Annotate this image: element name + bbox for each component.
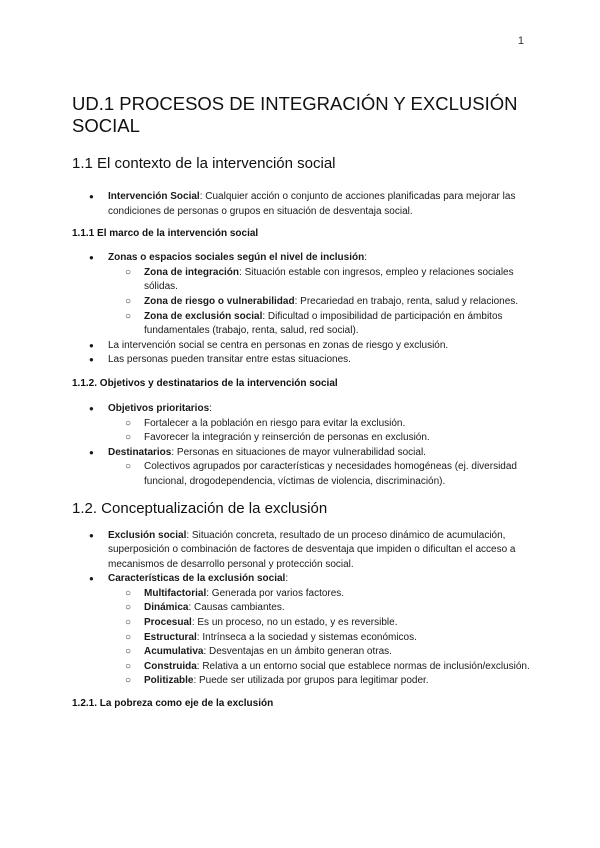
term-procesual: Procesual <box>144 617 192 629</box>
list-item <box>72 251 530 339</box>
bullet-circle-icon: ○ <box>125 646 132 658</box>
term-zonas-sociales: Zonas o espacios sociales según el nivel de inclusión <box>108 252 365 264</box>
bullet-disc-icon: ● <box>89 192 94 201</box>
definition-text: : Causas cambiantes. <box>188 602 285 614</box>
definition-text: : <box>285 573 289 585</box>
list-item <box>72 353 530 368</box>
bullet-circle-icon: ○ <box>125 310 132 322</box>
definition-text: : Precariedad en trabajo, renta, salud y relaciones. <box>294 295 519 307</box>
bullet-circle-icon: ○ <box>125 266 132 278</box>
definition-text: : Es un proceso, no un estado, y es reversible. <box>191 617 398 629</box>
list-text: La intervención social se centra en personas en zonas de riesgo y exclusión. <box>108 339 449 351</box>
term-destinatarios: Destinatarios <box>108 446 172 458</box>
sublist-destinatarios <box>108 460 530 489</box>
list-item <box>72 446 530 490</box>
term-zona-exclusion: Zona de exclusión social <box>144 310 263 322</box>
definition-text: : Situación concreta, resultado de un proceso dinámico de acumulación, superposición o combinación de factores de desventaja que impiden o dificultan el acceso a mecanismos de desarrollo personal y protección social. <box>108 529 516 570</box>
term-zona-riesgo: Zona de riesgo o vulnerabilidad <box>144 295 295 307</box>
sublist-item <box>108 460 530 489</box>
list-item <box>72 402 530 446</box>
sublist-item <box>108 660 530 675</box>
section-1-1-1-list <box>72 251 530 368</box>
term-acumulativa: Acumulativa <box>144 646 204 658</box>
sublist-item <box>108 631 530 646</box>
term-caracteristicas: Características de la exclusión social <box>108 573 286 585</box>
bullet-circle-icon: ○ <box>125 617 132 629</box>
term-intervencion-social: Intervención Social <box>108 191 200 202</box>
bullet-disc-icon: ● <box>89 574 94 584</box>
section-1-1-heading: 1.1 El contexto de la intervención social <box>72 155 336 172</box>
bullet-disc-icon: ● <box>89 530 94 540</box>
bullet-disc-icon: ● <box>89 340 94 350</box>
sublist-item <box>108 266 530 295</box>
list-item <box>72 190 530 219</box>
sublist-item <box>108 645 530 660</box>
list-item <box>72 529 530 573</box>
definition-text: : Situación estable con ingresos, empleo y relaciones sociales sólidas. <box>144 266 514 293</box>
sublist-item <box>108 310 530 339</box>
section-1-2-list <box>72 529 530 690</box>
bullet-disc-icon: ● <box>89 403 94 413</box>
sublist-item <box>108 616 530 631</box>
definition-text: : Generada por varios factores. <box>206 587 345 599</box>
sublist-item <box>108 295 530 310</box>
definition-text: : Dificultad o imposibilidad de participación en ámbitos fundamentales (trabajo, renta, salud, red social). <box>144 310 503 337</box>
sublist-item <box>108 674 530 689</box>
term-construida: Construida <box>144 660 197 672</box>
term-politizable: Politizable <box>144 675 194 687</box>
list-text: Las personas pueden transitar entre estas situaciones. <box>108 354 351 366</box>
term-objetivos: Objetivos prioritarios <box>108 402 210 414</box>
bullet-disc-icon: ● <box>89 447 94 457</box>
list-text: Fortalecer a la población en riesgo para evitar la exclusión. <box>144 417 406 429</box>
list-text: Favorecer la integración y reinserción de personas en exclusión. <box>144 432 430 444</box>
bullet-circle-icon: ○ <box>125 675 132 687</box>
bullet-circle-icon: ○ <box>125 631 132 643</box>
sublist-item <box>108 431 530 446</box>
section-1-1-list <box>72 190 530 219</box>
term-dinamica: Dinámica <box>144 602 189 614</box>
page-number: 1 <box>517 35 524 47</box>
term-zona-integracion: Zona de integración <box>144 266 240 278</box>
sublist-item <box>108 417 530 432</box>
list-text: Colectivos agrupados por características y necesidades homogéneas (ej. diversidad funcional, drogodependencia, víctimas de violencia, discriminación). <box>144 461 517 487</box>
bullet-disc-icon: ● <box>89 253 94 263</box>
sublist-zonas <box>108 266 530 339</box>
sublist-item <box>108 587 530 602</box>
bullet-circle-icon: ○ <box>125 295 132 307</box>
definition-text: : Personas en situaciones de mayor vulnerabilidad social. <box>171 446 426 458</box>
definition-text: : <box>364 252 367 264</box>
sublist-objetivos <box>108 417 530 446</box>
term-exclusion-social: Exclusión social <box>108 529 187 541</box>
definition-text: : Cualquier acción o conjunto de acciones planificadas para mejorar las condiciones de personas o grupos en situación de desventaja social. <box>108 191 516 217</box>
section-1-1-2-heading: 1.1.2. Objetivos y destinatarios de la intervención social <box>72 377 338 389</box>
document-title: UD.1 PROCESOS DE INTEGRACIÓN Y EXCLUSIÓN SOCIAL <box>72 93 518 136</box>
sublist-caracteristicas <box>108 587 530 689</box>
bullet-circle-icon: ○ <box>125 461 132 473</box>
term-estructural: Estructural <box>144 631 197 643</box>
bullet-circle-icon: ○ <box>125 602 132 614</box>
term-multifactorial: Multifactorial <box>144 587 207 599</box>
section-1-1-1-heading: 1.1.1 El marco de la intervención social <box>72 228 259 240</box>
definition-text: : Desventajas en un ámbito generan otras. <box>203 646 392 658</box>
bullet-circle-icon: ○ <box>125 660 132 672</box>
definition-text: : <box>209 402 212 414</box>
bullet-disc-icon: ● <box>89 355 94 365</box>
section-1-1-2-list <box>72 402 530 490</box>
list-item <box>72 572 530 689</box>
bullet-circle-icon: ○ <box>125 587 132 599</box>
definition-text: : Relativa a un entorno social que establece normas de inclusión/exclusión. <box>196 660 530 672</box>
definition-text: : Puede ser utilizada por grupos para legitimar poder. <box>193 675 429 687</box>
section-1-2-1-heading: 1.2.1. La pobreza como eje de la exclusión <box>72 698 274 710</box>
list-item <box>72 339 530 354</box>
section-1-2-heading: 1.2. Conceptualización de la exclusión <box>72 499 328 517</box>
definition-text: : Intrínseca a la sociedad y sistemas económicos. <box>196 631 417 643</box>
bullet-circle-icon: ○ <box>125 432 132 444</box>
bullet-circle-icon: ○ <box>125 417 132 429</box>
sublist-item <box>108 601 530 616</box>
